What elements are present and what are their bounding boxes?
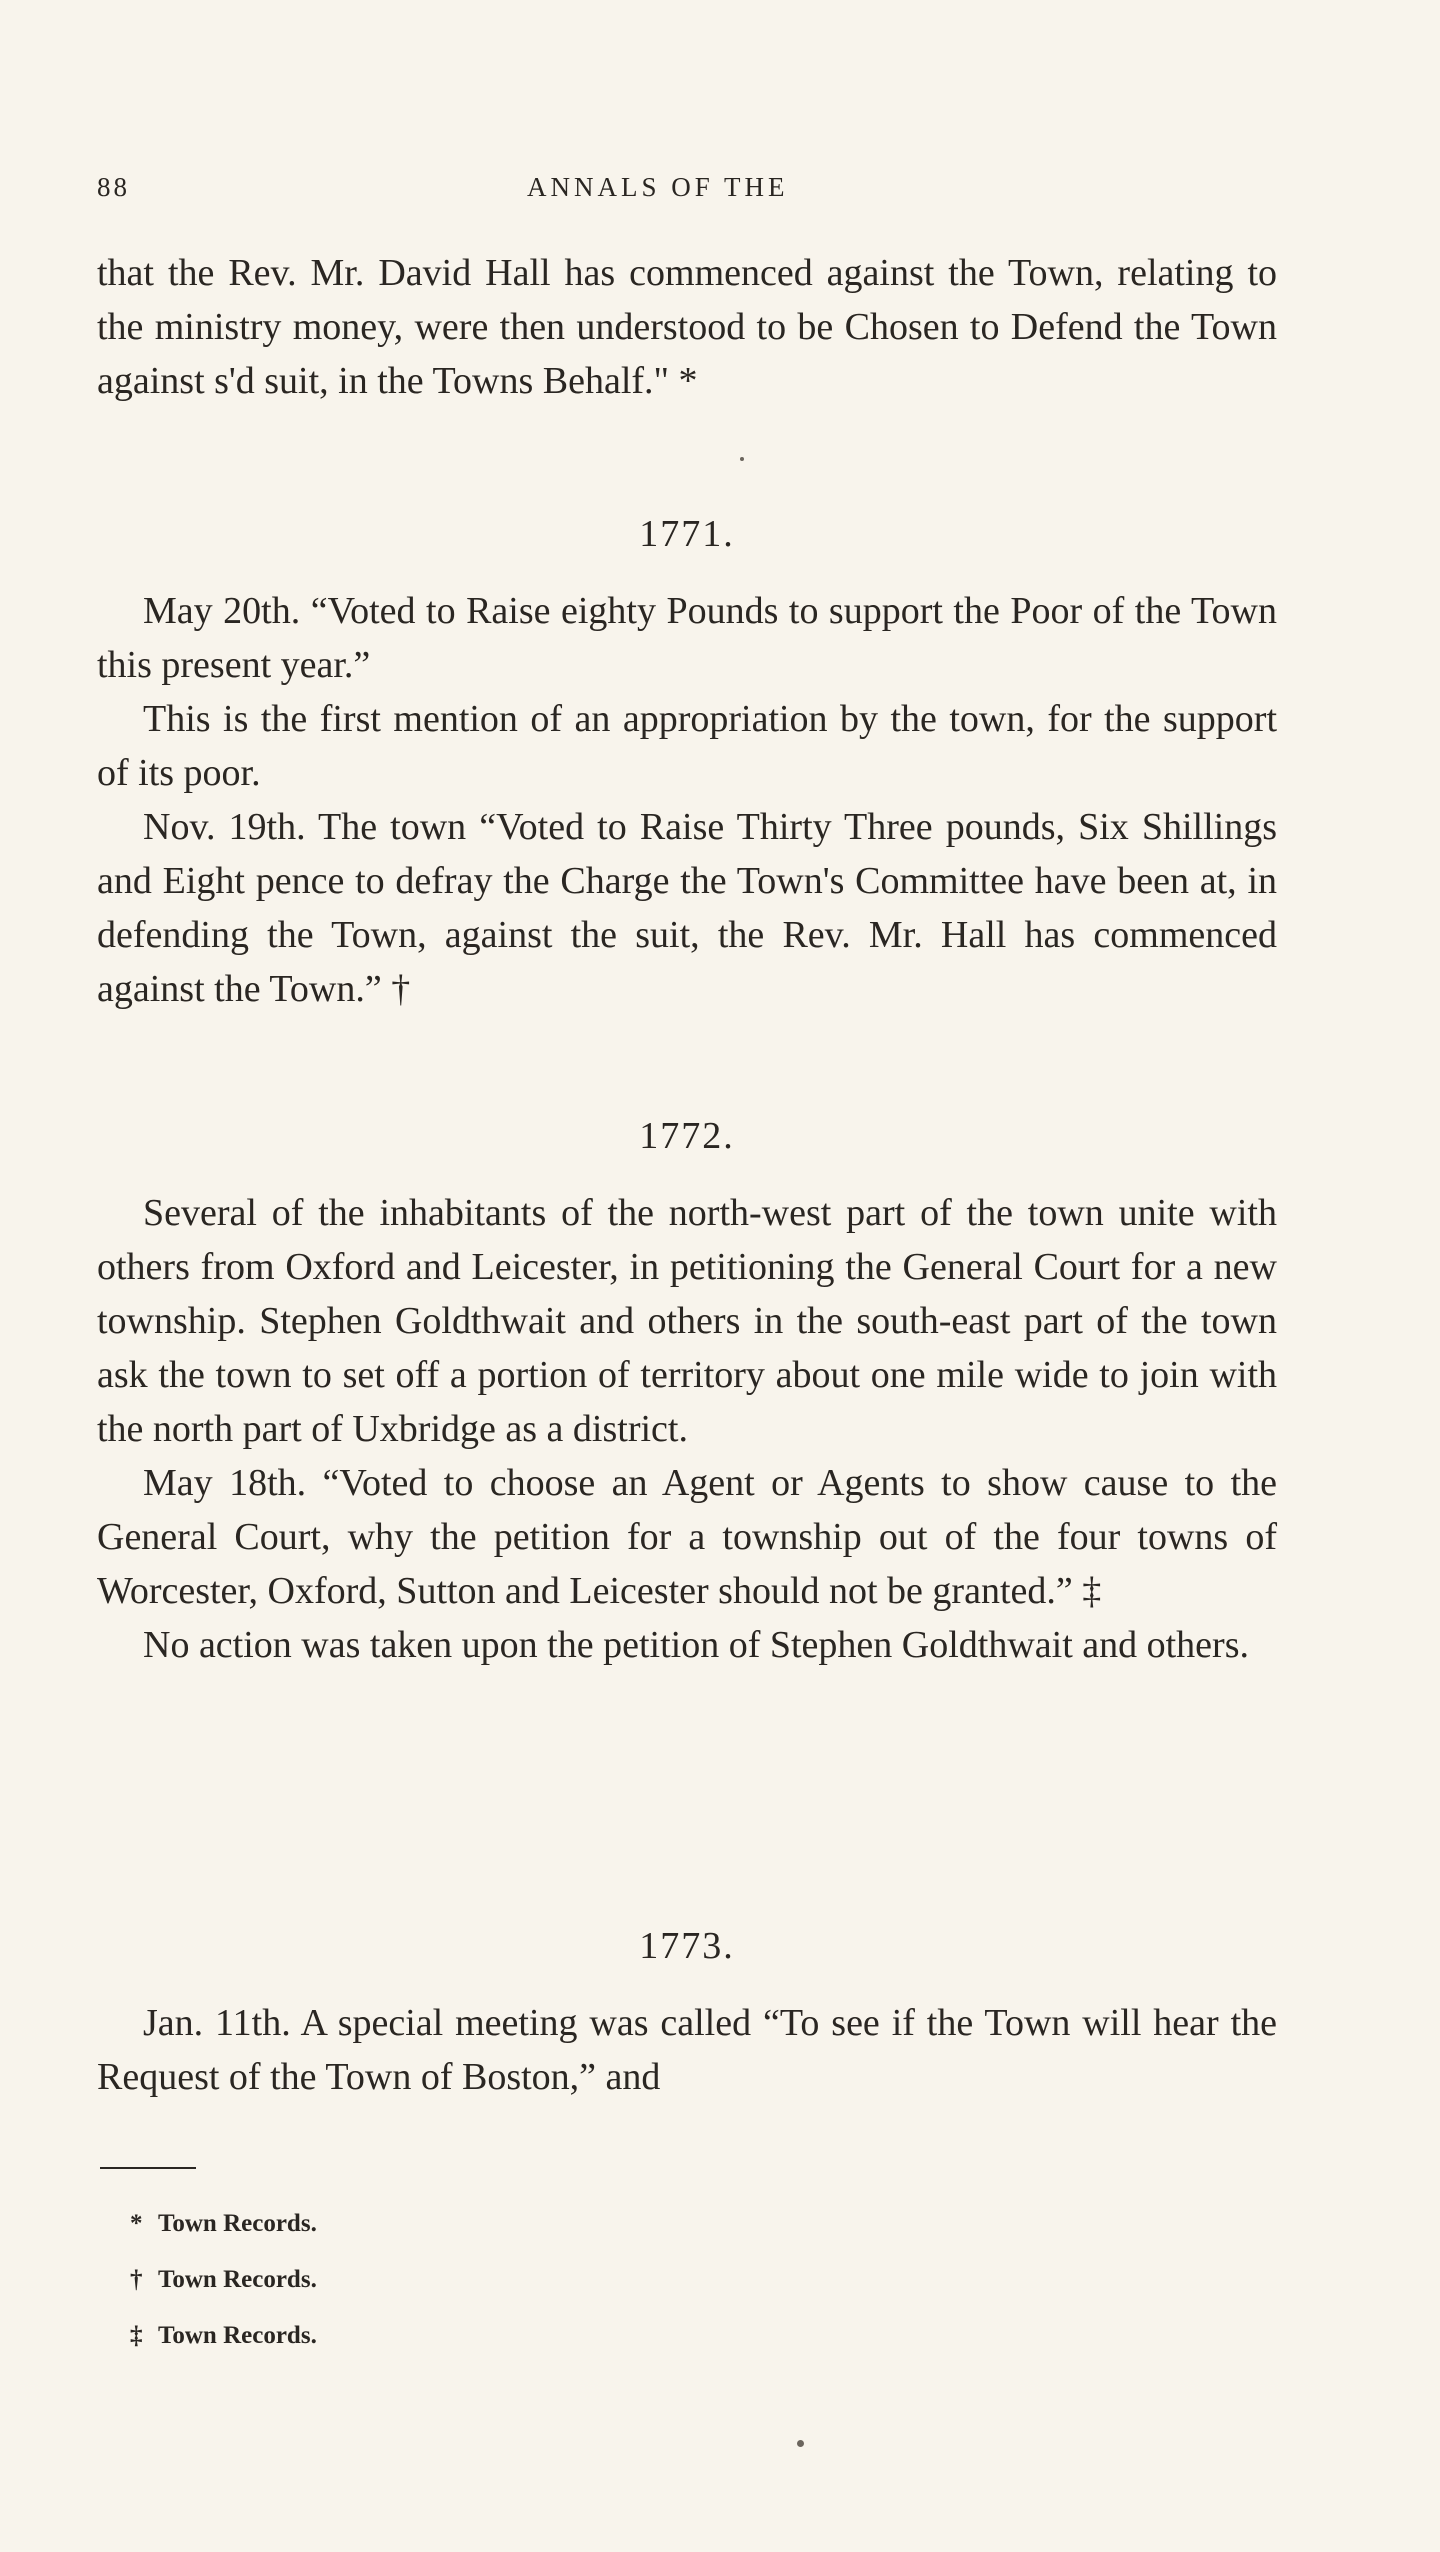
paragraph: Nov. 19th. The town “Voted to Raise Thirty Three pounds, Six Shillings and Eight pence to defray the Charge the Town's Committee have been at, in defending the Town, against the suit, the Rev. Mr. Hall has commenced against the Town.” † bbox=[97, 806, 1277, 1010]
year-heading-1771: 1771. bbox=[639, 513, 735, 555]
paper-speck bbox=[797, 2440, 804, 2447]
paragraph: Jan. 11th. A special meeting was called “To see if the Town will hear the Request of the Town of Boston,” and bbox=[97, 2002, 1277, 2098]
footnote-mark: ‡ bbox=[130, 2322, 143, 2349]
footnote bbox=[130, 2308, 317, 2364]
paper-speck bbox=[740, 457, 744, 461]
footnote-mark: † bbox=[130, 2266, 143, 2293]
continued-paragraph bbox=[97, 246, 1277, 408]
footnote-text: Town Records. bbox=[158, 2266, 317, 2293]
year-heading-1773: 1773. bbox=[639, 1925, 735, 1967]
footnote-mark: * bbox=[130, 2210, 143, 2237]
page-number: 88 bbox=[97, 172, 130, 202]
footnote bbox=[130, 2252, 317, 2308]
footnote-text: Town Records. bbox=[158, 2322, 317, 2349]
paragraph: that the Rev. Mr. David Hall has commenced against the Town, relating to the ministry money, were then understood to be Chosen to Defend the Town against s'd suit, in the Towns Behalf." * bbox=[97, 252, 1277, 402]
paragraph: May 20th. “Voted to Raise eighty Pounds to support the Poor of the Town this present year.” bbox=[97, 590, 1277, 686]
section-1771-body bbox=[97, 584, 1277, 1016]
year-heading-1772: 1772. bbox=[639, 1115, 735, 1157]
paragraph: May 18th. “Voted to choose an Agent or Agents to show cause to the General Court, why the petition for a township out of the four towns of Worcester, Oxford, Sutton and Leicester should not be granted.” ‡ bbox=[97, 1462, 1277, 1612]
running-title: ANNALS OF THE bbox=[527, 172, 789, 202]
footnote-rule bbox=[100, 2167, 196, 2169]
paragraph: This is the first mention of an appropriation by the town, for the support of its poor. bbox=[97, 698, 1277, 794]
paragraph: Several of the inhabitants of the north-west part of the town unite with others from Oxford and Leicester, in petitioning the General Court for a new township. Stephen Goldthwait and others in the south-east part of the town ask the town to set off a portion of territory about one mile wide to join with the north part of Uxbridge as a district. bbox=[97, 1192, 1277, 1450]
footnotes bbox=[130, 2196, 317, 2364]
section-1772-body bbox=[97, 1186, 1277, 1672]
running-head bbox=[97, 172, 1277, 212]
footnote-text: Town Records. bbox=[158, 2210, 317, 2237]
section-1773-body bbox=[97, 1996, 1277, 2104]
footnote bbox=[130, 2196, 317, 2252]
paragraph: No action was taken upon the petition of Stephen Goldthwait and others. bbox=[143, 1624, 1249, 1666]
